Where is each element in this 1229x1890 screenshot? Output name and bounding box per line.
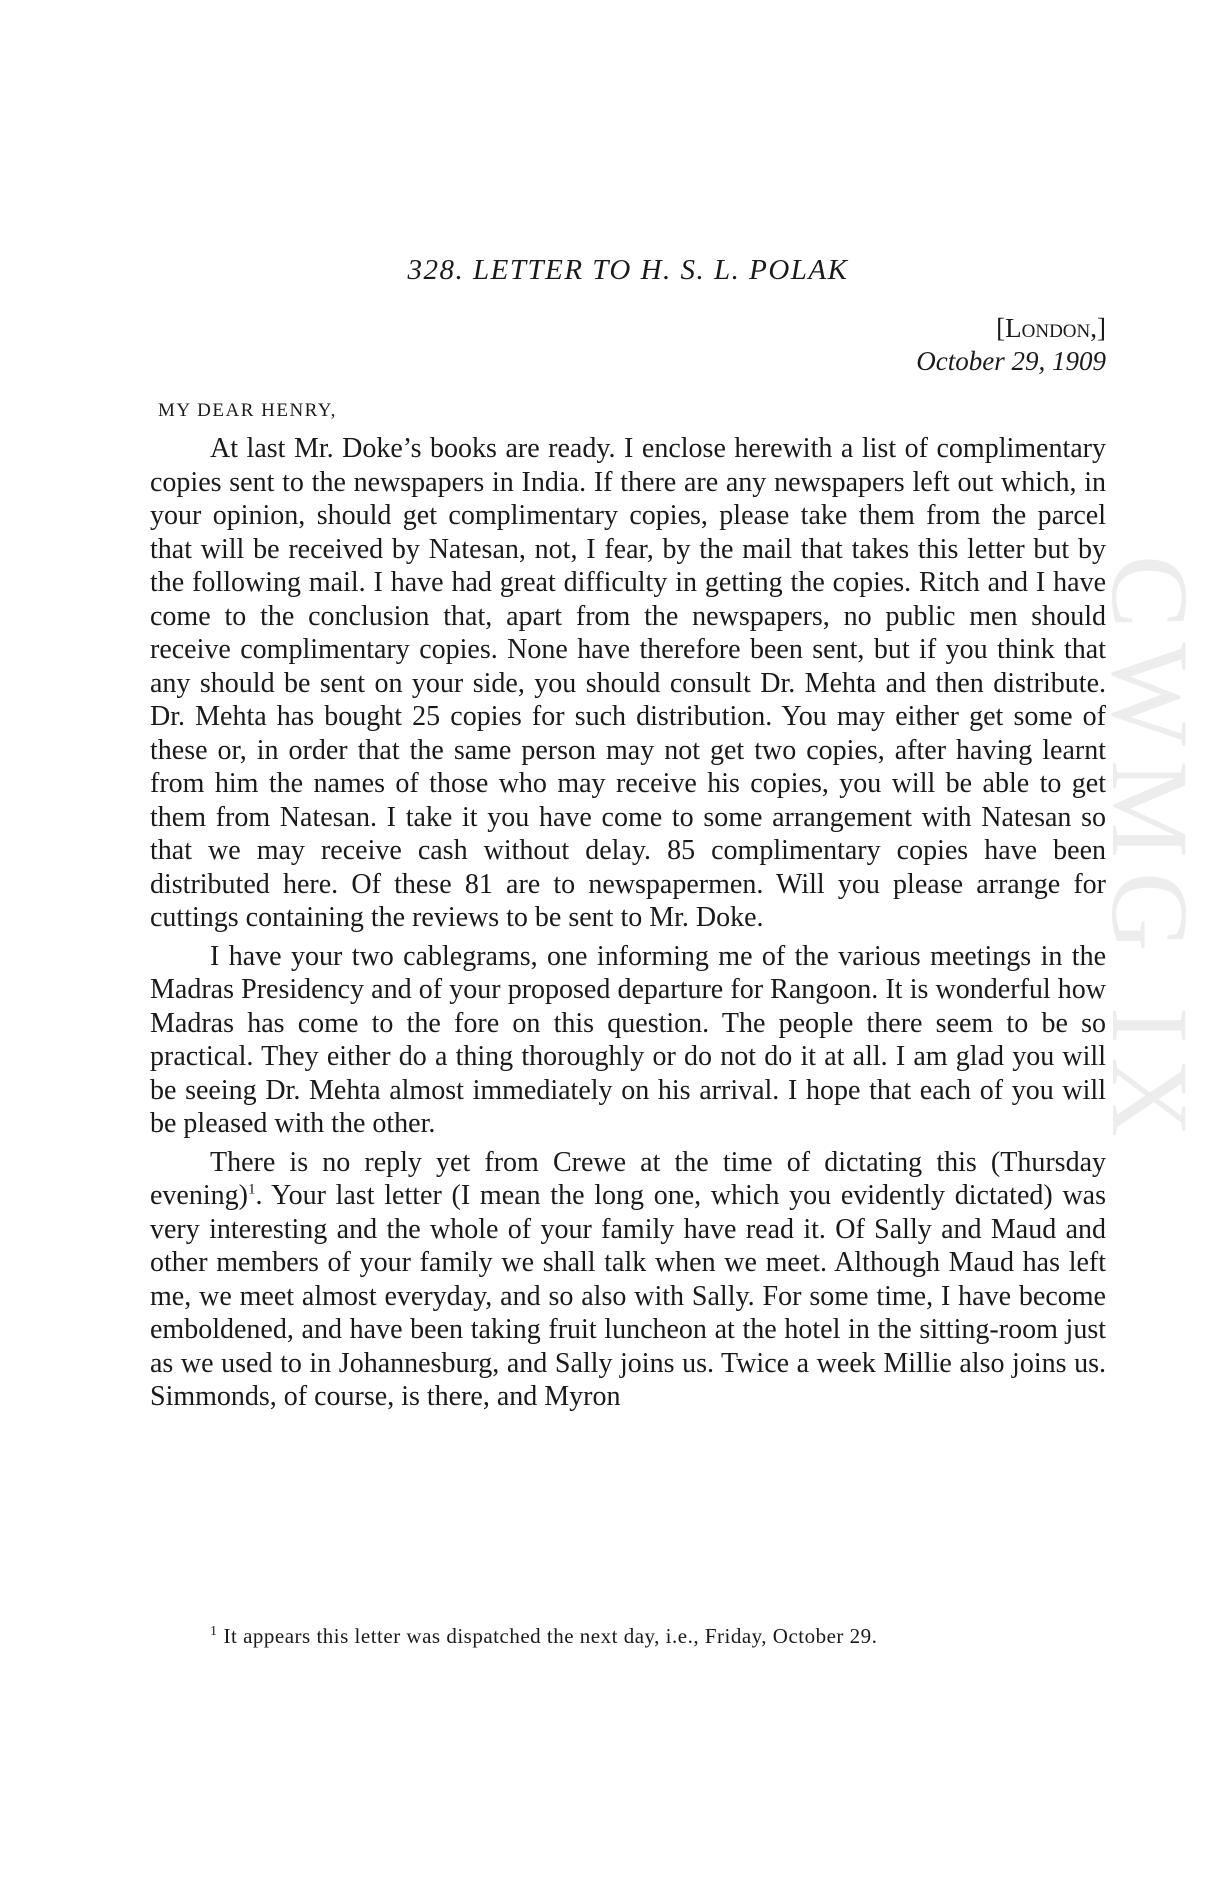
paragraph-3-part-2: . Your last letter (I mean the long one, which you evidently dictated) was very interesting and the whole of your family have read it. Of Sally and Maud and other members of your family we shall talk when we meet. Although Maud has left me, we meet almost everyday, and so also with Sally. For some time, I have become emboldened, and have been taking fruit luncheon at the hotel in the sitting-room just as we used to in Johannesburg, and Sally joins us. Twice a week Millie also joins us. Simmonds, of course, is there, and Myron: [150, 1180, 1106, 1412]
letter-body: [150, 432, 1106, 1419]
paragraph-2: I have your two cablegrams, one informing me of the various meetings in the Madras Presidency and of your proposed departure for Rangoon. It is wonderful how Madras has come to the fore on this question. The people there seem to be so practical. They either do a thing thoroughly or do not do it at all. I am glad you will be seeing Dr. Mehta almost immediately on his arrival. I hope that each of you will be pleased with the other.: [150, 940, 1106, 1139]
paragraph-1: At last Mr. Doke’s books are ready. I enclose herewith a list of complimentary copies sent to the newspapers in India. If there are any newspapers left out which, in your opinion, should get complimentary copies, please take them from the parcel that will be received by Natesan, not, I fear, by the mail that takes this letter but by the following mail. I have had great difficulty in getting the copies. Ritch and I have come to the conclusion that, apart from the newspapers, no public men should receive complimentary copies. None have therefore been sent, but if you think that any should be sent on your side, you should consult Dr. Mehta and then distribute. Dr. Mehta has bought 25 copies for such distribution. You may either get some of these or, in order that the same person may not get two copies, after having learnt from him the names of those who may receive his copies, you will be able to get them from Natesan. I take it you have come to some arrangement with Natesan so that we may receive cash without delay. 85 complimentary copies have been distributed here. Of these 81 are to newspapermen. Will you please arrange for cuttings containing the reviews to be sent to Mr. Doke.: [150, 433, 1106, 933]
footnote-reference: 1: [247, 1181, 256, 1198]
letter-title: 328. LETTER TO H. S. L. POLAK: [407, 254, 849, 286]
watermark-text: CWMG IX: [1089, 555, 1211, 1152]
letter-date: October 29, 1909: [916, 346, 1106, 376]
watermark: [1089, 555, 1220, 1375]
footnote: [210, 1624, 1110, 1649]
salutation: MY DEAR HENRY,: [158, 400, 337, 421]
footnote-mark: 1: [210, 1624, 218, 1639]
document-page: [150, 0, 1106, 1890]
footnote-text: It appears this letter was dispatched the next day, i.e., Friday, October 29.: [223, 1624, 878, 1648]
place-name: London,: [1005, 313, 1097, 343]
paragraph-3-part-1: There is no reply yet from Crewe at the time of dictating this (Thursday evening): [150, 1146, 1106, 1211]
paragraph-3: [150, 1146, 1106, 1414]
letter-place: [London,]: [996, 313, 1106, 343]
